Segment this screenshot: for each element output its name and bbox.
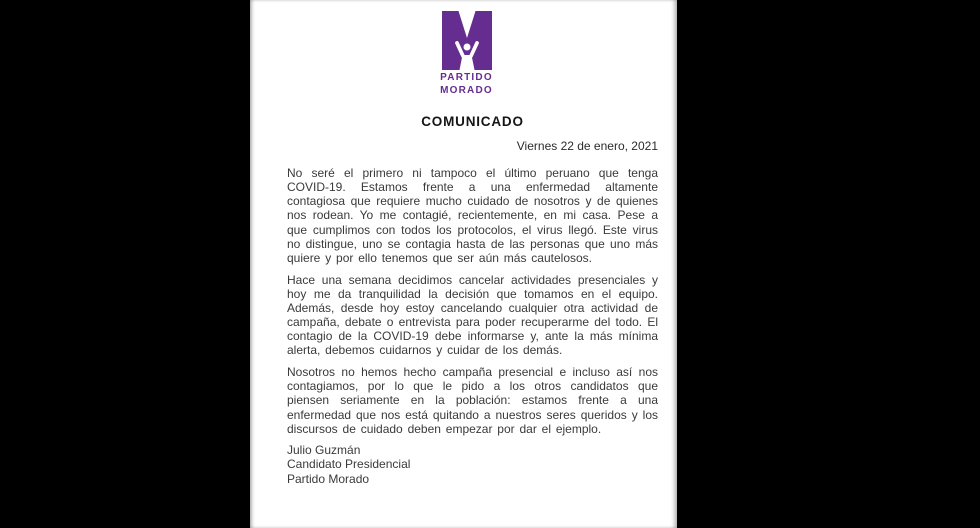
party-name (440, 72, 493, 97)
signature-name: Julio Guzmán (287, 443, 361, 458)
document-body (287, 166, 658, 436)
signature-party: Partido Morado (287, 471, 370, 486)
document-date: Viernes 22 de enero, 2021 (516, 139, 658, 153)
document-title: COMUNICADO (421, 114, 524, 129)
signature-role: Candidato Presidencial (287, 457, 411, 472)
document-page (250, 0, 677, 528)
person-head-icon (463, 44, 470, 51)
paragraph-2: Hace una semana decidimos cancelar actividades presenciales y hoy me da tranquilidad la decisión que tomamos en el equipo. Además, desde hoy estoy cancelando cualquier otra actividad de campaña, debate o entrevista para poder recuperarme del todo. El contagio de la COVID-19 debe informarse y, ante la más mínima alerta, debemos cuidarnos y cuidar de los demás. (287, 272, 658, 358)
paragraph-1: No seré el primero ni tampoco el último peruano que tenga COVID-19. Estamos frente a una enfermedad altamente contagiosa que requiere mucho cuidado de nosotros y de quienes nos rodean. Yo me contagié, recientemente, en mi casa. Pese a que cumplimos con todos los protocolos, el virus llegó. Este virus no distingue, uno se contagia hasta de las personas que uno más quiere y por ello tenemos que ser aún más cautelosos. (287, 166, 658, 265)
party-name-line1: PARTIDO (440, 72, 493, 83)
party-name-line2: MORADO (440, 84, 493, 96)
partido-morado-logo (281, 11, 652, 97)
paragraph-3: Nosotros no hemos hecho campaña presencial e incluso así nos contagiamos, por lo que le pido a los otros candidatos que piensen seriamente en la población: estamos frente a una enfermedad que nos está quitando a nuestros seres queridos y los discursos de cuidado deben empezar por dar el ejemplo. (287, 365, 658, 436)
signature-block (287, 443, 658, 485)
partido-morado-m-icon (442, 11, 492, 70)
